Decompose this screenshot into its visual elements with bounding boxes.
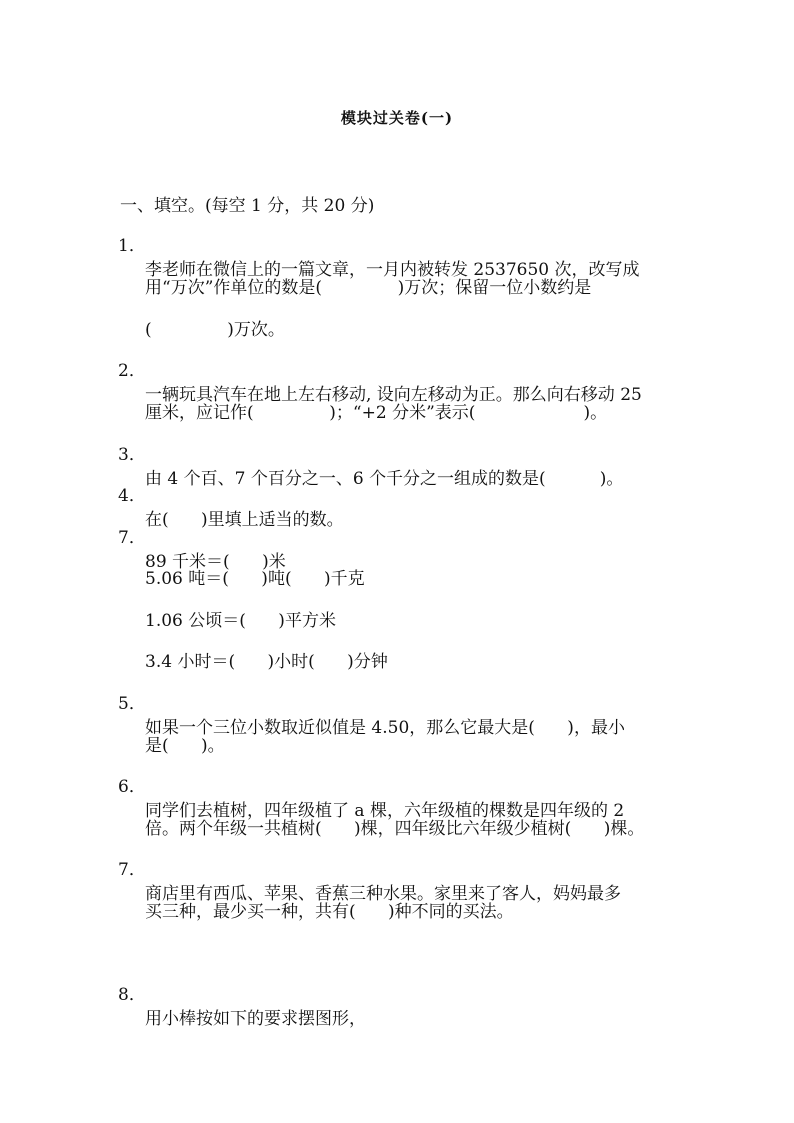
question-text: 如果一个三位小数取近似值是 4.50，那么它最大是( )，最小: [145, 718, 625, 738]
question-text: 是( )。: [145, 736, 225, 756]
question-text: 5.06 吨＝( )吨( )千克: [145, 569, 365, 589]
question-number: 8．: [118, 985, 146, 1005]
question-number: 4．: [118, 486, 146, 506]
question-number: 3．: [118, 445, 146, 465]
conversion-line-4: [0, 626, 388, 674]
question-text: 用“万次”作单位的数是( )万次；保留一位小数约是: [145, 278, 592, 298]
question-8-line-1: [0, 959, 366, 1031]
question-text: 倍。两个年级一共植树( )棵，四年级比六年级少植树( )棵。: [145, 819, 645, 839]
question-text: 由 4 个百、7 个百分之一、6 个千分之一组成的数是( )。: [145, 469, 624, 489]
question-number: 6．: [118, 777, 146, 797]
question-number: 7．: [118, 528, 146, 548]
question-text: 用小棒按如下的要求摆图形，: [145, 1009, 366, 1029]
question-text: ( )万次。: [145, 320, 285, 340]
page-title: 模块过关卷(一): [340, 109, 454, 127]
question-text: 在( )里填上适当的数。: [145, 510, 344, 530]
question-text: 一辆玩具汽车在地上左右移动, 设向左移动为正。那么向右移动 25: [145, 385, 642, 405]
question-text: 同学们去植树，四年级植了 a 棵，六年级植的棵数是四年级的 2: [145, 801, 625, 821]
question-number: 2．: [118, 361, 146, 381]
section-label: 一、填空。(每空 1 分，共 20 分): [120, 196, 375, 216]
question-number: 1．: [118, 236, 146, 256]
question-text: 3.4 小时＝( )小时( )分钟: [145, 652, 388, 672]
question-text: 厘米，应记作( )；“+2 分米”表示( )。: [145, 403, 608, 423]
question-text: 1.06 公顷＝( )平方米: [145, 611, 336, 631]
question-number: 5．: [118, 694, 146, 714]
question-number: 7．: [118, 860, 146, 880]
question-text: 买三种，最少买一种，共有( )种不同的买法。: [145, 902, 514, 922]
question-text: 李老师在微信上的一篇文章，一月内被转发 2537650 次，改写成: [145, 260, 640, 280]
question-text: 商店里有西瓜、苹果、香蕉三种水果。家里来了客人，妈妈最多: [145, 884, 621, 904]
question-text: 89 千米＝( )米: [145, 552, 286, 572]
